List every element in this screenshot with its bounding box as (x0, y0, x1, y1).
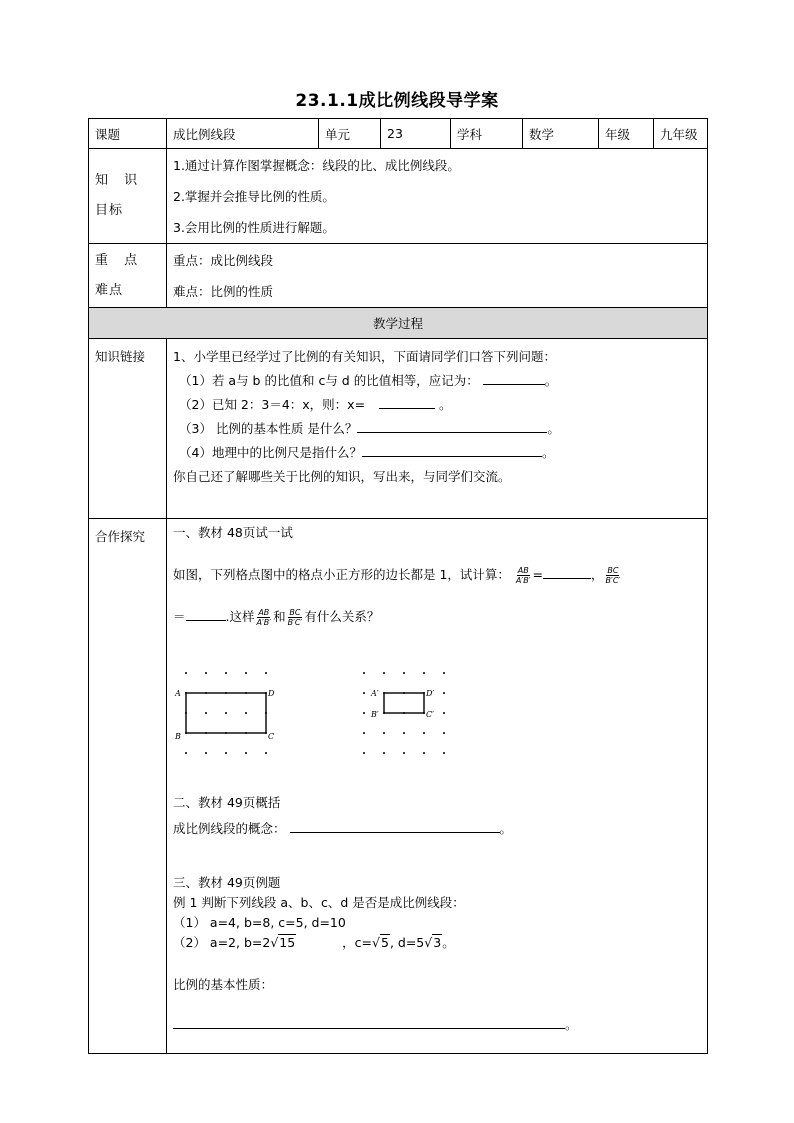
unit-value: 23 (381, 119, 451, 149)
example-title: 例 1 判断下列线段 a、b、c、d 是否是成比例线段： (173, 895, 465, 910)
grade-label: 年级 (599, 119, 654, 149)
part2-line (173, 817, 512, 841)
question-1-text: （1）若 a与 b 的比值和 c与 d 的比值相等，应记为： (179, 373, 479, 388)
example-2-c: , d=5 (389, 935, 425, 950)
label-d: D (268, 689, 275, 698)
question-4-end: 。 (541, 445, 555, 460)
cooperate-content (167, 519, 708, 1054)
part2-text: 成比例线段的概念： (173, 821, 286, 836)
grid-dot (185, 752, 187, 754)
objective-item: 1.通过计算作图掌握概念：线段的比、成比例线段。 (173, 157, 460, 173)
grid-dot (423, 752, 425, 754)
part3-title: 三、教材 49页例题 (173, 875, 281, 890)
grid-dot (363, 712, 365, 714)
unit-label: 单元 (319, 119, 381, 149)
sqrt-15: √15 (270, 935, 296, 950)
label-b-prime: B′ (371, 710, 379, 719)
label-c: C (268, 732, 275, 741)
grid-dot (363, 692, 365, 694)
question-2 (173, 393, 701, 417)
question-1 (173, 369, 701, 393)
header-row (89, 119, 708, 149)
grid-dot (245, 752, 247, 754)
answer-blank-2[interactable] (379, 394, 435, 409)
grid-dot (403, 732, 405, 734)
grid-dot (403, 752, 405, 754)
fraction-ab-denominator: A′B′ (515, 576, 531, 585)
grid-dot (383, 732, 385, 734)
knowledge-link-label: 知识链接 (89, 339, 167, 519)
fraction-bc-denominator: B′C′ (605, 576, 621, 585)
topic-value: 成比例线段 (167, 119, 319, 149)
key-points-content (167, 244, 708, 308)
fraction-bc-2 (287, 608, 304, 627)
fraction-ab-2-denominator: A′B′ (256, 618, 272, 627)
fraction-ab-2-numerator: AB (258, 608, 270, 617)
fraction-bc-numerator: BC (607, 566, 619, 575)
equals-sign-2: ＝ (173, 609, 186, 624)
grid-dot (383, 672, 385, 674)
answer-blank-1[interactable] (483, 370, 545, 385)
grid-figure (167, 659, 487, 769)
objectives-label-line2: 目标 (95, 203, 124, 218)
sqrt-5: √5 (372, 935, 389, 950)
question-3 (173, 417, 701, 441)
example-2 (173, 931, 455, 955)
label-b: B (175, 732, 181, 741)
objectives-label (89, 149, 167, 244)
sqrt-3: √3 (424, 935, 442, 950)
fraction-bc-2-denominator: B′C′ (287, 618, 303, 627)
knowledge-intro: 1、小学里已经学过了比例的有关知识，下面请同学们口答下列问题： (173, 349, 556, 364)
and-text: 和 (273, 609, 286, 624)
property-label: 比例的基本性质： (173, 977, 274, 992)
part1-line1 (173, 563, 622, 587)
grid-dot (403, 672, 405, 674)
answer-blank-4[interactable] (362, 442, 542, 457)
answer-blank-property[interactable] (173, 1014, 565, 1029)
grid-dot (185, 672, 187, 674)
question-2-text: （2）已知 2：3＝4：x，则：x= (179, 397, 366, 412)
grid-dot (265, 672, 267, 674)
label-a: A (175, 689, 181, 698)
grid-dot (225, 712, 227, 714)
topic-label: 课题 (89, 119, 167, 149)
knowledge-outro: 你自己还了解哪些关于比例的知识，写出来，与同学们交流。 (173, 469, 511, 484)
property-line (173, 1013, 578, 1037)
question-3-text: （3） 比例的基本性质 是什么？ (179, 421, 358, 436)
grid-dot (423, 672, 425, 674)
equals-sign: = (532, 567, 543, 582)
fraction-bc-2-numerator: BC (289, 608, 301, 617)
rectangle-a2b2c2d2 (384, 693, 424, 713)
example-2-end: 。 (442, 935, 455, 950)
part1-title: 一、教材 48页试一试 (173, 525, 293, 540)
example-2-a: （2） a=2, b=2 (173, 935, 271, 950)
grid-dot (383, 752, 385, 754)
part2-end: 。 (499, 821, 513, 836)
answer-blank-ab[interactable] (543, 564, 591, 579)
question-4 (173, 441, 701, 465)
label-d-prime: D′ (426, 689, 435, 698)
grid-dot (363, 752, 365, 754)
fraction-bc (605, 566, 622, 585)
answer-blank-bc[interactable] (186, 606, 226, 621)
grid-dot (423, 732, 425, 734)
property-end: 。 (565, 1017, 578, 1032)
label-c-prime: C′ (426, 710, 434, 719)
grid-dot (265, 752, 267, 754)
grid-dot (225, 752, 227, 754)
part1-text: 如图，下列格点图中的格点小正方形的边长都是 1，试计算： (173, 567, 510, 582)
example-2-b: ，c= (342, 935, 373, 950)
part1-line2-text: .这样 (225, 609, 255, 624)
grid-dot (443, 692, 445, 694)
difficult-point: 难点：比例的性质 (173, 283, 274, 299)
objectives-row (89, 149, 708, 244)
grid-dot (225, 672, 227, 674)
objective-item: 2.掌握并会推导比例的性质。 (173, 188, 335, 204)
cooperate-row (89, 519, 708, 1054)
objectives-label-line1: 知 识 (95, 173, 144, 188)
knowledge-link-content (167, 339, 708, 519)
objective-item: 3.会用比例的性质进行解题。 (173, 219, 335, 235)
process-heading: 教学过程 (89, 308, 708, 339)
grid-dot (205, 752, 207, 754)
grid-dot (363, 732, 365, 734)
grid-dot (205, 672, 207, 674)
label-a-prime: A′ (371, 689, 379, 698)
sqrt-5-radicand: 5 (381, 935, 389, 950)
key-points-row (89, 244, 708, 308)
objectives-content (167, 149, 708, 244)
grid-dot (443, 752, 445, 754)
grid-dot (443, 712, 445, 714)
sqrt-15-radicand: 15 (279, 935, 296, 950)
key-point: 重点：成比例线段 (173, 252, 274, 268)
process-heading-row (89, 308, 708, 339)
grid-dot (205, 712, 207, 714)
lesson-table (88, 118, 708, 1054)
grade-value: 九年级 (654, 119, 708, 149)
knowledge-link-row (89, 339, 708, 519)
page-title: 23.1.1成比例线段导学案 (295, 91, 499, 111)
grid-dot (363, 672, 365, 674)
key-points-label (89, 244, 167, 308)
subject-value: 数学 (523, 119, 599, 149)
fraction-ab (515, 566, 532, 585)
example-1: （1） a=4, b=8, c=5, d=10 (173, 915, 346, 930)
grid-dot (443, 672, 445, 674)
key-points-label-line1: 重 点 (95, 252, 144, 268)
grid-dot (245, 712, 247, 714)
question-4-text: （4）地理中的比例尺是指什么？ (179, 445, 362, 460)
answer-blank-3[interactable] (357, 418, 547, 433)
part1-line2 (173, 605, 379, 629)
fraction-ab-numerator: AB (517, 566, 529, 575)
fraction-ab-2 (256, 608, 273, 627)
key-points-label-line2: 难点 (95, 282, 124, 298)
part2-title: 二、教材 49页概括 (173, 795, 281, 810)
question-3-end: 。 (547, 421, 560, 436)
part1-line2-end: 有什么关系？ (304, 609, 380, 624)
cooperate-label: 合作探究 (89, 519, 167, 1054)
grid-dot (245, 672, 247, 674)
comma: ， (591, 567, 604, 582)
question-1-end: 。 (544, 373, 558, 388)
question-2-end: 。 (439, 397, 452, 412)
answer-blank-concept[interactable] (290, 818, 500, 833)
grid-dot (443, 732, 445, 734)
sqrt-3-radicand: 3 (433, 935, 442, 950)
subject-label: 学科 (451, 119, 523, 149)
